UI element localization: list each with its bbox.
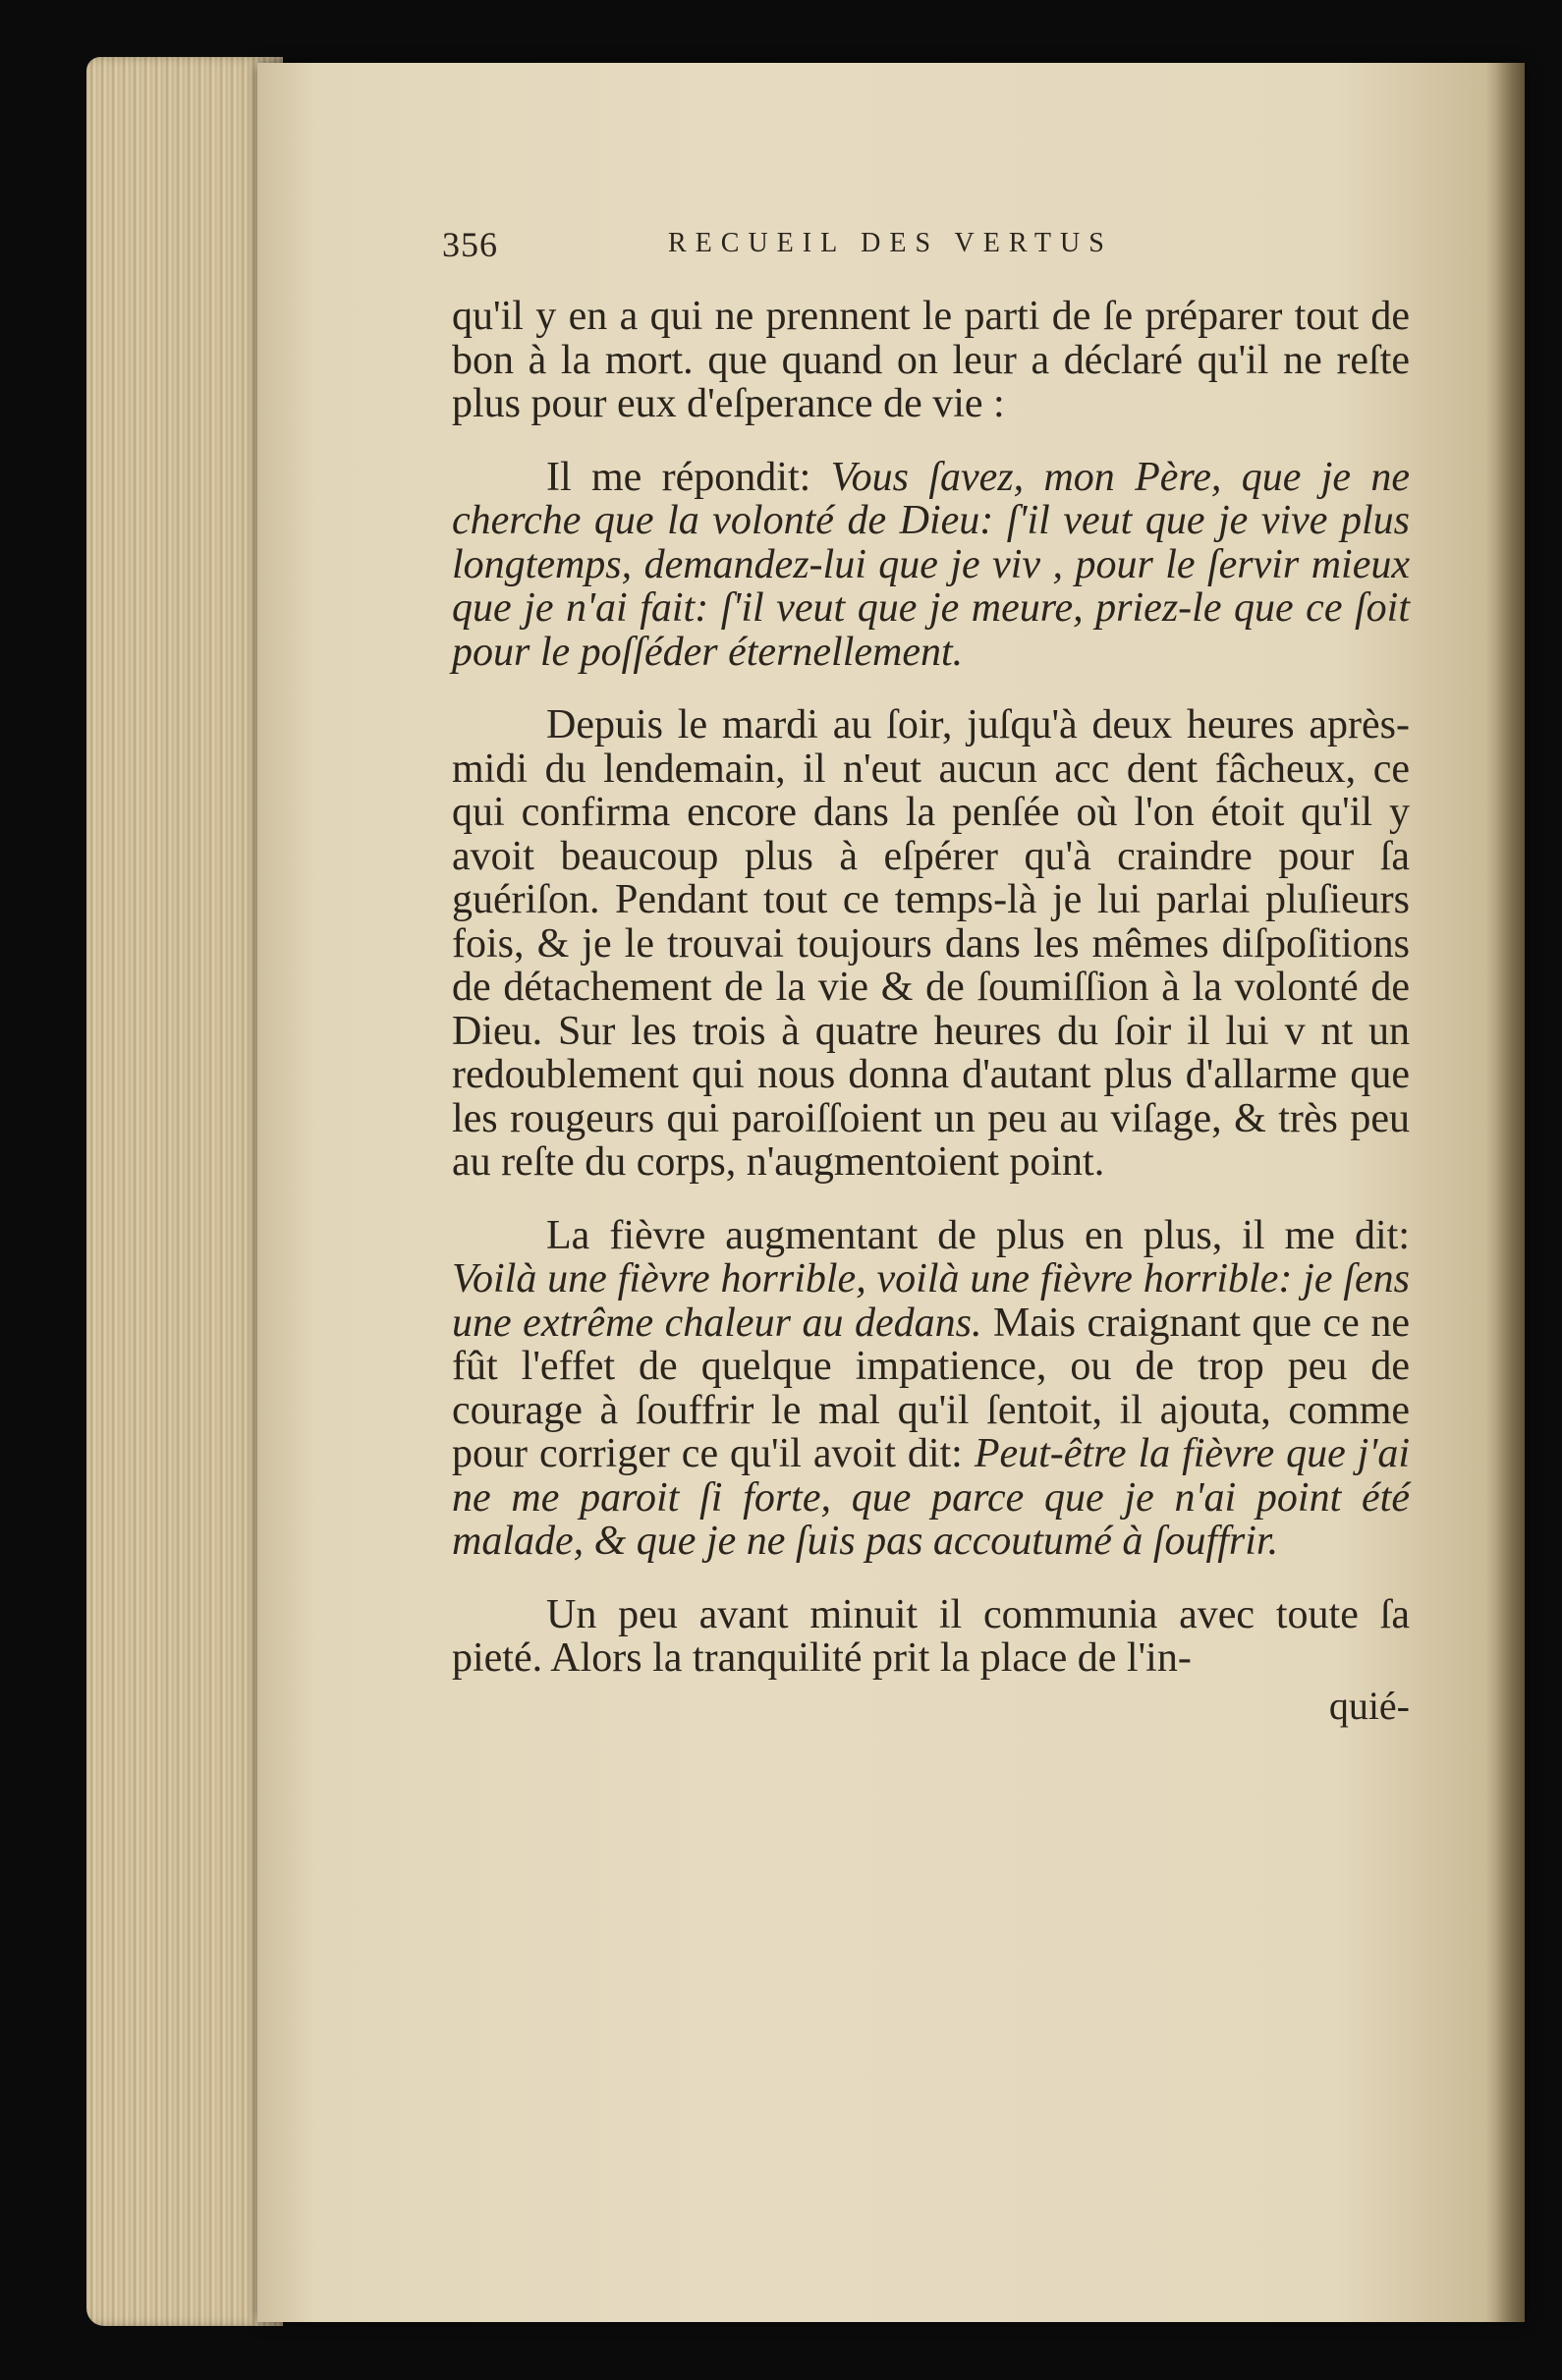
italic-quote: Peut-être la fièvre que j'ai ne me paroit ſi forte, que parce que je n'ai point été malade, & que je ne ſuis pas accoutumé à ſouffrir. xyxy=(452,1431,1411,1564)
italic-quote: Voilà une fièvre horrible, voilà une fièvre horrible: je ſens une extrême chaleur au dedans. xyxy=(452,1256,1410,1346)
paragraph-4 xyxy=(452,1214,1410,1564)
page-edges xyxy=(86,57,283,2326)
text-segment: Mais craignant que ce ne fût l'effet de quelque impatience, ou de trop peu de courage à ſouffrir le mal qu'il ſentoit, il ajouta, comme pour corriger ce qu'il avoit dit: xyxy=(452,1300,1410,1476)
running-head xyxy=(442,224,1410,273)
text-segment: Un peu avant minuit il communia avec toute ſa pieté. Alors la tranquilité prit la place de l'in- xyxy=(452,1591,1410,1681)
text-segment: qu'il y en a qui ne prennent le parti de ſe préparer tout de bon à la mort. que quand on leur a déclaré qu'il ne reſte plus pour eux d'eſperance de vie : xyxy=(452,294,1410,426)
paragraph-2 xyxy=(452,456,1410,675)
paragraph-5 xyxy=(452,1593,1410,1681)
paragraph-3 xyxy=(452,703,1410,1185)
page-gutter xyxy=(1485,63,1525,2322)
italic-quote: Vous ſavez, mon Père, que je ne cherche que la volonté de Dieu: ſ'il veut que je vive plus longtemps, demandez-lui que je viv , pour le ſervir mieux que je n'ai fait: ſ'il veut que je meure, priez-le que ce ſoit pour le poſſéder éternellement. xyxy=(452,454,1410,675)
text-segment: Depuis le mardi au ſoir, juſqu'à deux heures après-midi du lendemain, il n'eut aucun acc dent fâcheux, ce qui confirma encore dans la penſée où l'on étoit qu'il y avoit beaucoup plus à eſpérer qu'à craindre pour ſa guériſon. Pendant tout ce temps-là je lui parlai pluſieurs fois, & je le trouvai toujours dans les mêmes diſpoſitions de détachement de la vie & de ſoumiſſion à la volonté de Dieu. Sur les trois à quatre heures du ſoir il lui v nt un redoublement qui nous donna d'autant plus d'allarme que les rougeurs qui paroiſſoient un peu au viſage, & très peu au reſte du corps, n'augmentoient point. xyxy=(452,702,1410,1185)
page-number: 356 xyxy=(442,225,498,264)
text-block xyxy=(442,224,1411,1728)
paragraph-1 xyxy=(452,295,1410,426)
text-segment: Il me répondit: xyxy=(546,454,831,500)
text-segment: La fièvre augmentant de plus en plus, il me dit: xyxy=(546,1212,1410,1258)
catchword: quié- xyxy=(1328,1683,1410,1728)
running-title: RECUEIL DES VERTUS xyxy=(668,228,1113,258)
